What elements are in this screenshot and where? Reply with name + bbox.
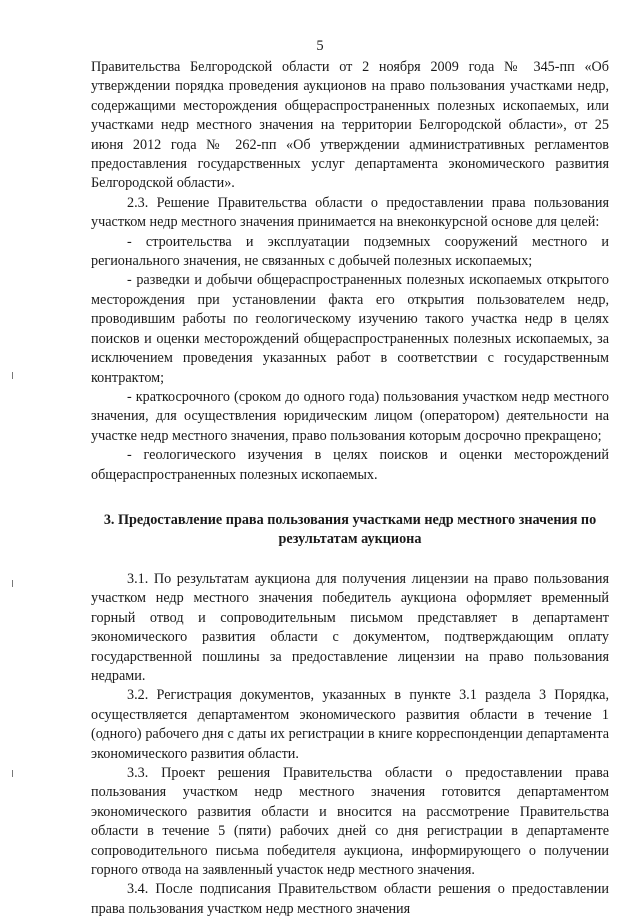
list-item: - геологического изучения в целях поисков и оценки месторождений общераспространенных полезных ископаемых. <box>91 447 609 483</box>
scan-mark <box>12 580 13 587</box>
document-body <box>91 58 609 919</box>
scan-mark <box>12 770 13 777</box>
scan-mark <box>12 372 13 379</box>
page-number: 5 <box>316 38 324 54</box>
paragraph: 3.1. По результатам аукциона для получения лицензии на право пользования участком недр местного значения победитель аукциона оформляет временный горный отвод и сопроводительным письмом представляет в департамент экономического развития области с документом, подтверждающим оплату государственной пошлины за предоставление лицензии на право пользования недрами. <box>91 570 609 684</box>
paragraph: 3.4. После подписания Правительством области решения о предоставлении права пользования участком недр местного значения <box>91 881 609 917</box>
list-item: - строительства и эксплуатации подземных сооружений местного и регионального значения, не связанных с добычей полезных ископаемых; <box>91 233 609 270</box>
list-item: - краткосрочного (сроком до одного года) пользования участком недр местного значения, для осуществления юридическим лицом (оператором) деятельности на участке недр местного значения, право пользования которым досрочно прекращено; <box>91 388 609 444</box>
section-heading: 3. Предоставление права пользования участками недр местного значения по результатам аукциона <box>103 511 597 548</box>
paragraph: 3.2. Регистрация документов, указанных в пункте 3.1 раздела 3 Порядка, осуществляется департаментом экономического развития области в течение 1 (одного) рабочего дня с даты их регистрации в книге корреспонденции департамента экономического развития области. <box>91 687 609 762</box>
paragraph: 3.3. Проект решения Правительства области о предоставлении права пользования участком недр местного значения готовится департаментом экономического развития области и вносится на рассмотрение Правительства области в течение 5 (пяти) рабочих дней со дня регистрации в департаменте сопроводительного письма победителя аукциона, информирующего о получении горного отвода на заявленный участок недр местного значения. <box>91 765 609 879</box>
paragraph: 2.3. Решение Правительства области о предоставлении права пользования участком недр местного значения принимается на внеконкурсной основе для целей: <box>91 194 609 231</box>
list-item: - разведки и добычи общераспространенных полезных ископаемых открытого месторождения при установлении факта его открытия пользователем недр, проводившим работы по геологическому изучению такого участка недр в целях поисков и оценки месторождений общераспространенных полезных ископаемых, за исключением проведения указанных работ в соответствии с государственным контрактом; <box>91 272 609 386</box>
paragraph: Правительства Белгородской области от 2 ноября 2009 года № 345-пп «Об утверждении порядка проведения аукционов на право пользования участками недр, содержащими месторождения общераспространенных полезных ископаемых, или участками недр местного значения на территории Белгородской области», от 25 июня 2012 года № 262-пп «Об утверждении административных регламентов предоставления государственных услуг департамента экономического развития Белгородской области». <box>91 59 609 192</box>
